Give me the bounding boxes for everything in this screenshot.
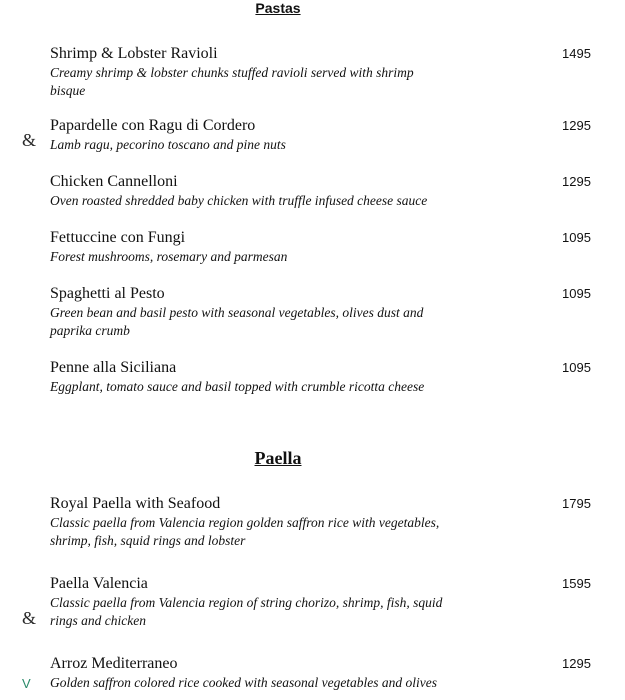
- menu-item: [50, 172, 590, 210]
- section-title-pastas: Pastas: [255, 0, 301, 16]
- item-price: 1795: [562, 496, 591, 511]
- item-description: Forest mushrooms, rosemary and parmesan: [50, 249, 288, 264]
- item-price: 1295: [562, 118, 591, 133]
- item-name: Shrimp & Lobster Ravioli: [50, 45, 218, 62]
- item-description: Classic paella from Valencia region golden saffron rice with vegetables, shrimp, fish, squid rings and lobster: [50, 515, 440, 548]
- menu-item: [50, 574, 590, 630]
- item-description: Golden saffron colored rice cooked with seasonal vegetables and olives: [50, 675, 438, 690]
- menu-item: [50, 284, 590, 340]
- item-price: 1495: [562, 46, 591, 61]
- menu-item: [50, 654, 590, 692]
- item-name: Spaghetti al Pesto: [50, 285, 165, 302]
- menu-item: [50, 494, 590, 550]
- vegetarian-marker-icon: V: [22, 676, 31, 691]
- menu-item: [50, 116, 590, 154]
- item-price: 1595: [562, 576, 591, 591]
- item-price: 1295: [562, 656, 591, 671]
- menu-item: [50, 44, 590, 100]
- item-description: Oven roasted shredded baby chicken with truffle infused cheese sauce: [50, 193, 428, 208]
- item-description: Classic paella from Valencia region of string chorizo, shrimp, fish, squid rings and chicken: [50, 595, 443, 628]
- menu-item: [50, 228, 590, 266]
- item-name: Papardelle con Ragu di Cordero: [50, 117, 256, 134]
- ampersand-marker-icon: &: [22, 130, 37, 150]
- item-price: 1095: [562, 286, 591, 301]
- item-description: Eggplant, tomato sauce and basil topped with crumble ricotta cheese: [50, 379, 425, 394]
- item-description: Lamb ragu, pecorino toscano and pine nuts: [50, 137, 286, 152]
- section-title-paella: Paella: [254, 448, 302, 468]
- item-name: Royal Paella with Seafood: [50, 495, 221, 512]
- item-name: Arroz Mediterraneo: [50, 655, 178, 672]
- item-description: Green bean and basil pesto with seasonal vegetables, olives dust and paprika crumb: [50, 305, 424, 338]
- item-name: Paella Valencia: [50, 575, 148, 592]
- menu-item: [50, 358, 590, 396]
- item-price: 1095: [562, 360, 591, 375]
- item-description: Creamy shrimp & lobster chunks stuffed ravioli served with shrimp bisque: [50, 65, 414, 98]
- item-price: 1095: [562, 230, 591, 245]
- item-name: Fettuccine con Fungi: [50, 229, 186, 246]
- ampersand-marker-icon: &: [22, 608, 37, 628]
- item-price: 1295: [562, 174, 591, 189]
- item-name: Penne alla Siciliana: [50, 359, 177, 376]
- item-name: Chicken Cannelloni: [50, 173, 178, 190]
